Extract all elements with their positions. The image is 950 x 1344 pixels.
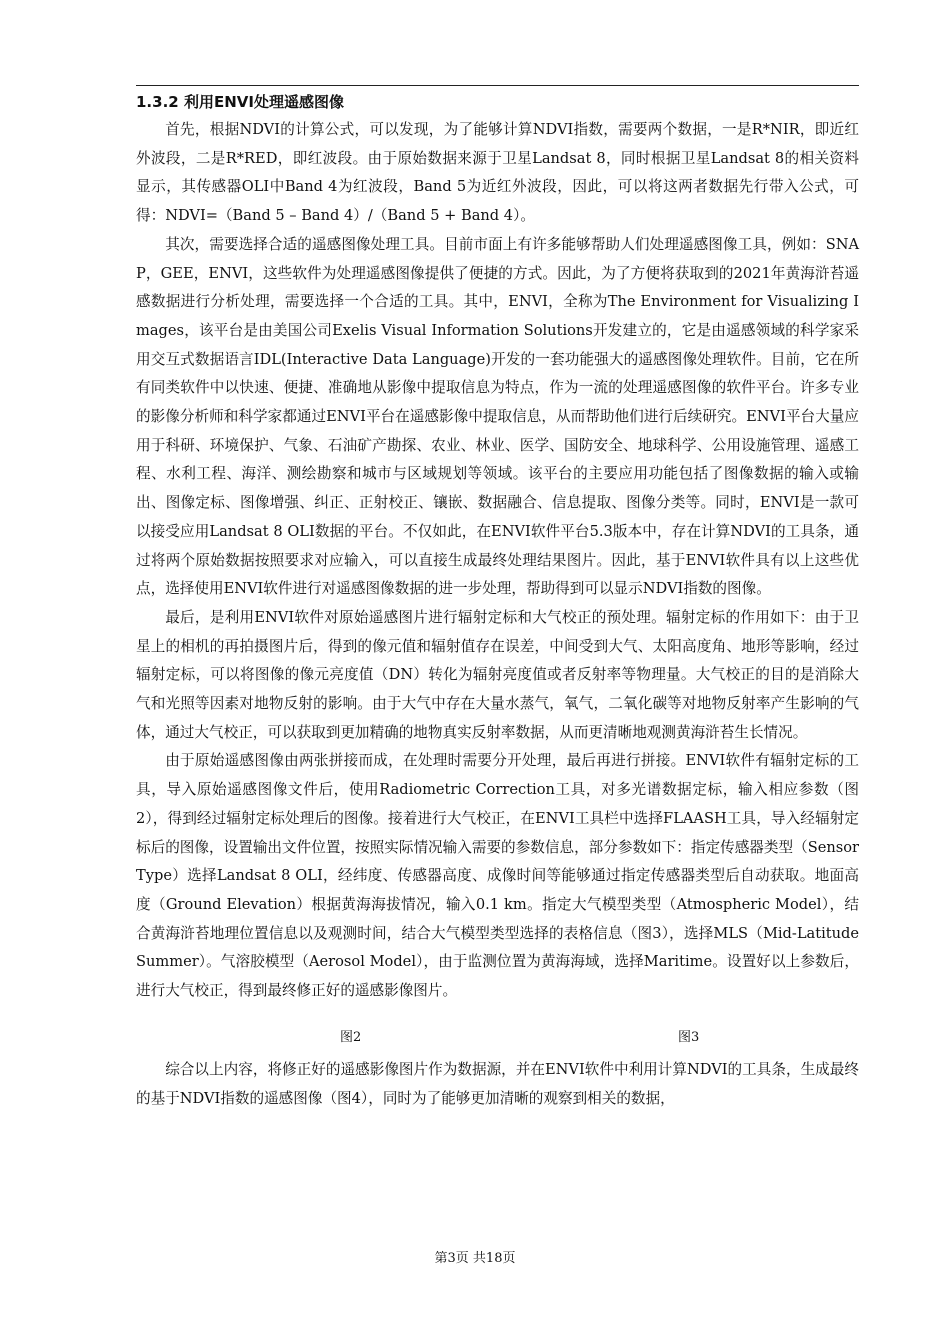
- figure-3-caption: 图3: [678, 1029, 700, 1045]
- paragraph-preprocessing: 最后，是利用ENVI软件对原始遥感图片进行辐射定标和大气校正的预处理。辐射定标的作用如下：由于卫星上的相机的再拍摄图片后，得到的像元值和辐射值存在误差，中间受到大气、太阳高度角、地形等影响，经过辐射定标，可以将图像的像元亮度值（DN）转化为辐射亮度值或者反射率等物理量。大气校正的目的是消除大气和光照等因素对地物反射的影响。由于大气中存在大量水蒸气，氧气，二氧化碳等对地物反射率产生影响的气体，通过大气校正，可以获取到更加精确的地物真实反射率数据，从而更清晰地观测黄海浒苔生长情况。: [136, 608, 859, 741]
- body-text: [136, 116, 859, 1113]
- section-title: 利用ENVI处理遥感图像: [183, 93, 344, 111]
- section-number: 1.3.2: [136, 93, 179, 111]
- paragraph-calibration-steps: 由于原始遥感图像由两张拼接而成，在处理时需要分开处理，最后再进行拼接。ENVI软件有辐射定标的工具，导入原始遥感图像文件后，使用Radiometric Correction工具，对多光谱数据定标，输入相应参数（图2），得到经过辐射定标处理后的图像。接着进行大气校正，在ENVI工具栏中选择FLAASH工具，导入经辐射定标后的图像，设置输出文件位置，按照实际情况输入需要的参数信息，部分参数如下：指定传感器类型（Sensor Type）选择Landsat 8 OLI，经纬度、传感器高度、成像时间等能够通过指定传感器类型后自动获取。地面高度（Ground Elevation）根据黄海海拔情况，输入0.1 km。指定大气模型类型（Atmospheric Model），结合黄海浒苔地理位置信息以及观测时间，结合大气模型类型选择的表格信息（图3），选择MLS（Mid-Latitude Summer）。气溶胶模型（Aerosol Model），由于监测位置为黄海海域，选择Maritime。设置好以上参数后，进行大气校正，得到最终修正好的遥感影像图片。: [136, 752, 859, 1000]
- figure-captions: [136, 1016, 859, 1056]
- page-footer: 第3页 共18页: [434, 1251, 516, 1266]
- paragraph-tool-selection: 其次，需要选择合适的遥感图像处理工具。目前市面上有许多能够帮助人们处理遥感图像工具，例如：SNAP，GEE，ENVI，这些软件为处理遥感图像提供了便捷的方式。因此，为了方便将获取到的2021年黄海浒苔遥感数据进行分析处理，需要选择一个合适的工具。其中，ENVI，全称为The Environment for Visualizing Images，该平台是由美国公司Exelis Visual Information Solutions开发建立的，它是由遥感领域的科学家采用交互式数据语言IDL(Interactive Data Language)开发的一套功能强大的遥感图像处理软件。目前，它在所有同类软件中以快速、便捷、准确地从影像中提取信息为特点，作为一流的处理遥感图像的软件平台。许多专业的影像分析师和科学家都通过ENVI平台在遥感影像中提取信息，从而帮助他们进行后续研究。ENVI平台大量应用于科研、环境保护、气象、石油矿产勘探、农业、林业、医学、国防安全、地球科学、公用设施管理、遥感工程、水利工程、海洋、测绘勘察和城市与区域规划等领域。该平台的主要应用功能包括了图像数据的输入或输出、图像定标、图像增强、纠正、正射校正、镶嵌、数据融合、信息提取、图像分类等。同时，ENVI是一款可以接受应用Landsat 8 OLI数据的平台。不仅如此，在ENVI软件平台5.3版本中，存在计算NDVI的工具条，通过将两个原始数据按照要求对应输入，可以直接生成最终处理结果图片。因此，基于ENVI软件具有以上这些优点，选择使用ENVI软件进行对遥感图像数据的进一步处理，帮助得到可以显示NDVI指数的图像。: [136, 235, 859, 598]
- header-rule: [136, 85, 859, 86]
- paragraph-summary: 综合以上内容，将修正好的遥感影像图片作为数据源，并在ENVI软件中利用计算NDVI的工具条，生成最终的基于NDVI指数的遥感图像（图4），同时为了能够更加清晰的观察到相关的数据，: [136, 1060, 859, 1107]
- paragraph-ndvi-formula: 首先，根据NDVI的计算公式，可以发现，为了能够计算NDVI指数，需要两个数据，一是R*NIR，即近红外波段，二是R*RED，即红波段。由于原始数据来源于卫星Landsat 8，同时根据卫星Landsat 8的相关资料显示，其传感器OLI中Band 4为红波段，Band 5为近红外波段，因此，可以将这两者数据先行带入公式，可得：NDVI=（Band 5 – Band 4）/（Band 5 + Band 4）。: [136, 121, 859, 225]
- figure-2-caption: 图2: [340, 1029, 362, 1045]
- section-heading: [136, 90, 859, 114]
